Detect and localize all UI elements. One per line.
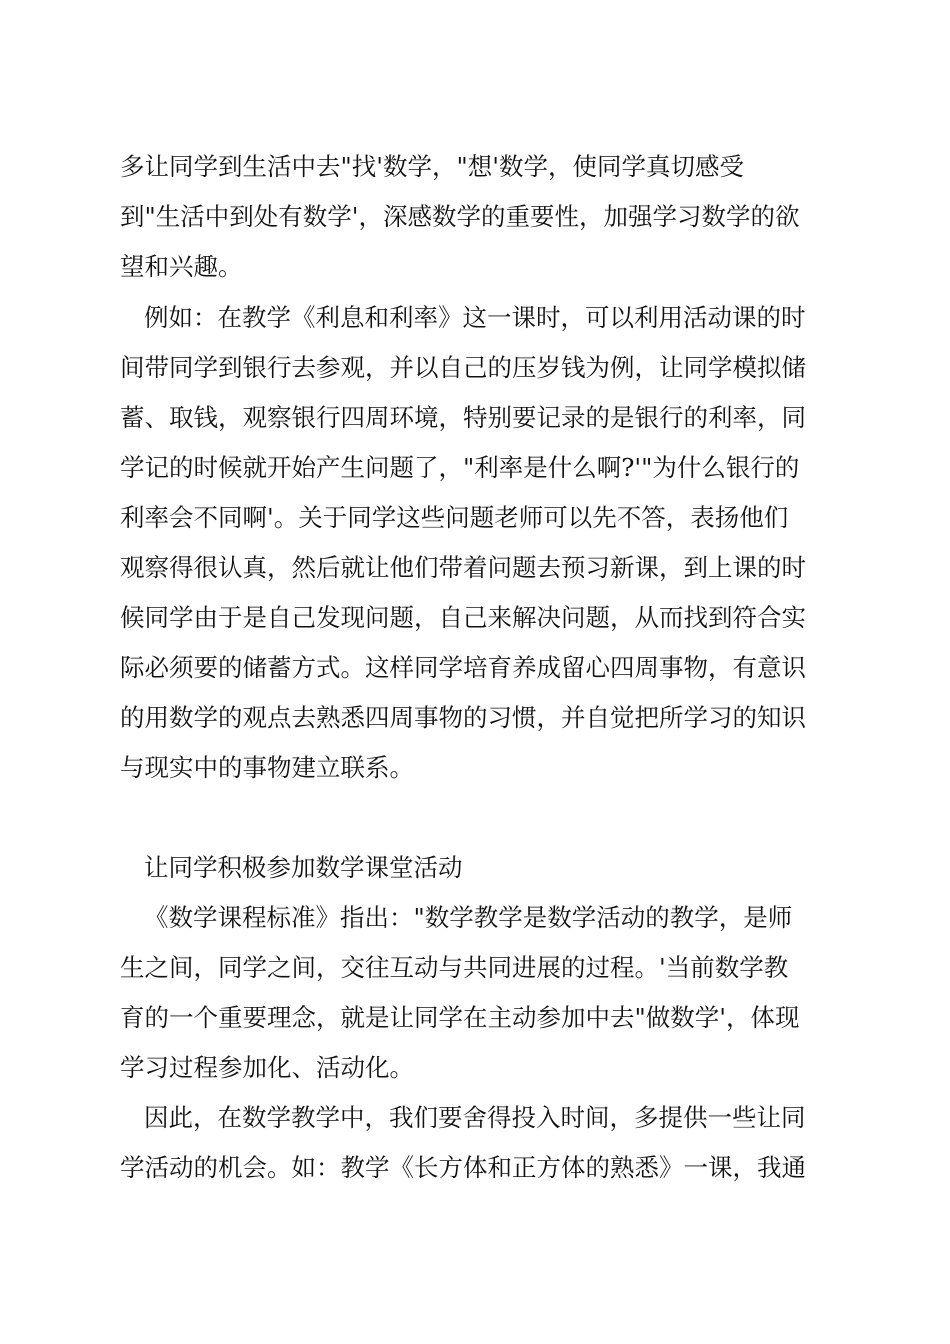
- text-line: 候同学由于是自己发现问题，自己来解决问题，从而找到符合实: [120, 603, 806, 632]
- text-line: 到"生活中到处有数学'，深感数学的重要性，加强学习数学的欲: [120, 202, 800, 231]
- text-line: 际必须要的储蓄方式。这样同学培育养成留心四周事物，有意识: [120, 653, 806, 682]
- text-line: 生之间，同学之间，交往互动与共同进展的过程。'当前数学教: [120, 953, 789, 982]
- text-line: 学习过程参加化、活动化。: [120, 1053, 414, 1082]
- text-line: 《数学课程标准》指出："数学教学是数学活动的教学，是师: [144, 903, 793, 932]
- text-line: 学记的时候就开始产生问题了，"利率是什么啊?'"为什么银行的: [120, 453, 800, 482]
- text-line: 的用数学的观点去熟悉四周事物的习惯，并自觉把所学习的知识: [120, 703, 806, 732]
- text-line: 与现实中的事物建立联系。: [120, 753, 414, 782]
- text-line: 间带同学到银行去参观，并以自己的压岁钱为例，让同学模拟储: [120, 353, 806, 382]
- text-line: 望和兴趣。: [120, 252, 243, 281]
- text-line: 蓄、取钱，观察银行四周环境，特别要记录的是银行的利率，同: [120, 403, 806, 432]
- text-line: 学活动的机会。如：教学《长方体和正方体的熟悉》一课，我通: [120, 1153, 806, 1182]
- section-heading: 让同学积极参加数学课堂活动: [144, 853, 463, 882]
- text-line: 观察得很认真，然后就让他们带着问题去预习新课，到上课的时: [120, 553, 806, 582]
- text-line: 多让同学到生活中去"找'数学，"想'数学，使同学真切感受: [120, 152, 745, 181]
- text-line: 例如：在教学《利息和利率》这一课时，可以利用活动课的时: [144, 303, 806, 332]
- text-line: 因此，在数学教学中，我们要舍得投入时间，多提供一些让同: [144, 1103, 806, 1132]
- text-line: 育的一个重要理念，就是让同学在主动参加中去"做数学'，体现: [120, 1003, 800, 1032]
- text-line: 利率会不同啊'。关于同学这些问题老师可以先不答，表扬他们: [120, 503, 789, 532]
